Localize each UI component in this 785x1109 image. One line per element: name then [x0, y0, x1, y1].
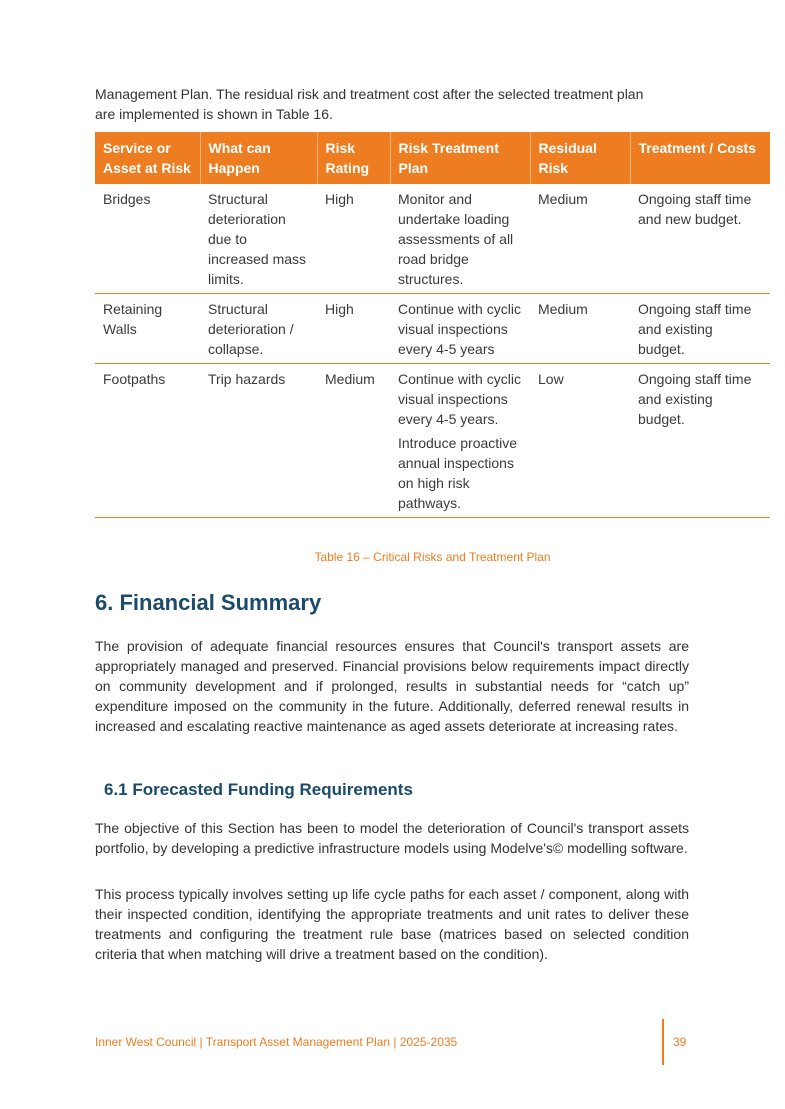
table-row: [95, 294, 770, 364]
cell-happen: Structural deterioration / collapse.: [208, 301, 294, 357]
header-asset: Service or Asset at Risk: [95, 132, 200, 184]
cell-happen: Trip hazards: [208, 371, 286, 387]
intro-paragraph: [95, 84, 695, 124]
cell-residual: Low: [538, 371, 564, 387]
cell-asset: Bridges: [103, 191, 151, 207]
plan-text-2: Introduce proactive annual inspections on high risk pathways.: [398, 435, 518, 511]
plan-text: Continue with cyclic visual inspections every 4-5 years.: [398, 371, 521, 427]
cell-rating: Medium: [325, 371, 375, 387]
footer-divider: [662, 1019, 664, 1065]
cell-residual: Medium: [538, 301, 588, 317]
header-rating: Risk Rating: [317, 132, 390, 184]
header-residual: Residual Risk: [530, 132, 630, 184]
subsection-title: 6.1 Forecasted Funding Requirements: [104, 780, 413, 799]
subsection-paragraph-1: The objective of this Section has been to model the deterioration of Council's transport assets portfolio, by developing a predictive infrastructure models using Modelve's© modelling software.: [95, 820, 689, 856]
page-number: 39: [673, 1035, 687, 1049]
plan-text: Continue with cyclic visual inspections every 4-5 years: [398, 301, 521, 357]
header-plan: Risk Treatment Plan: [390, 132, 530, 184]
table-row: [95, 184, 770, 294]
cell-happen: Structural deterioration due to increased mass limits.: [208, 191, 307, 287]
footer-title: Inner West Council | Transport Asset Management Plan | 2025-2035: [95, 1035, 458, 1049]
intro-line-2: are implemented is shown in Table 16.: [95, 106, 333, 122]
table-row: [95, 364, 770, 518]
cell-costs: Ongoing staff time and existing budget.: [638, 301, 752, 357]
cell-plan: [390, 364, 530, 518]
cell-plan: [390, 294, 530, 364]
cell-plan: [390, 184, 530, 294]
cell-asset: Footpaths: [103, 371, 166, 387]
plan-text: Monitor and undertake loading assessments of all road bridge structures.: [398, 191, 514, 287]
cell-asset: Retaining Walls: [103, 301, 163, 337]
cell-costs: Ongoing staff time and existing budget.: [638, 371, 752, 427]
cell-rating: High: [325, 301, 354, 317]
intro-line-1: Management Plan. The residual risk and treatment cost after the selected treatment plan: [95, 86, 644, 102]
subsection-paragraph-2: This process typically involves setting up life cycle paths for each asset / component, along with their inspected condition, identifying the appropriate treatments and unit rates to deliver these treatments and configuring the treatment rule base (matrices based on selected condition criteria that when matching will drive a treatment based on the condition).: [95, 886, 689, 962]
risk-table: [95, 132, 770, 518]
table-header-row: [95, 132, 770, 184]
header-happen: What can Happen: [200, 132, 317, 184]
section-paragraph: The provision of adequate financial resources ensures that Council's transport assets are appropriately managed and preserved. Financial provisions below requirements impact directly on community development and if prolonged, results in substantial needs for “catch up” expenditure imposed on the community in the future. Additionally, deferred renewal results in increased and escalating reactive maintenance as aged assets deteriorate at increasing rates.: [95, 638, 689, 734]
cell-rating: High: [325, 191, 354, 207]
section-title: 6. Financial Summary: [95, 590, 322, 615]
cell-residual: Medium: [538, 191, 588, 207]
header-costs: Treatment / Costs: [630, 132, 770, 184]
cell-costs: Ongoing staff time and new budget.: [638, 191, 752, 227]
table-caption: Table 16 – Critical Risks and Treatment Plan: [314, 550, 551, 564]
